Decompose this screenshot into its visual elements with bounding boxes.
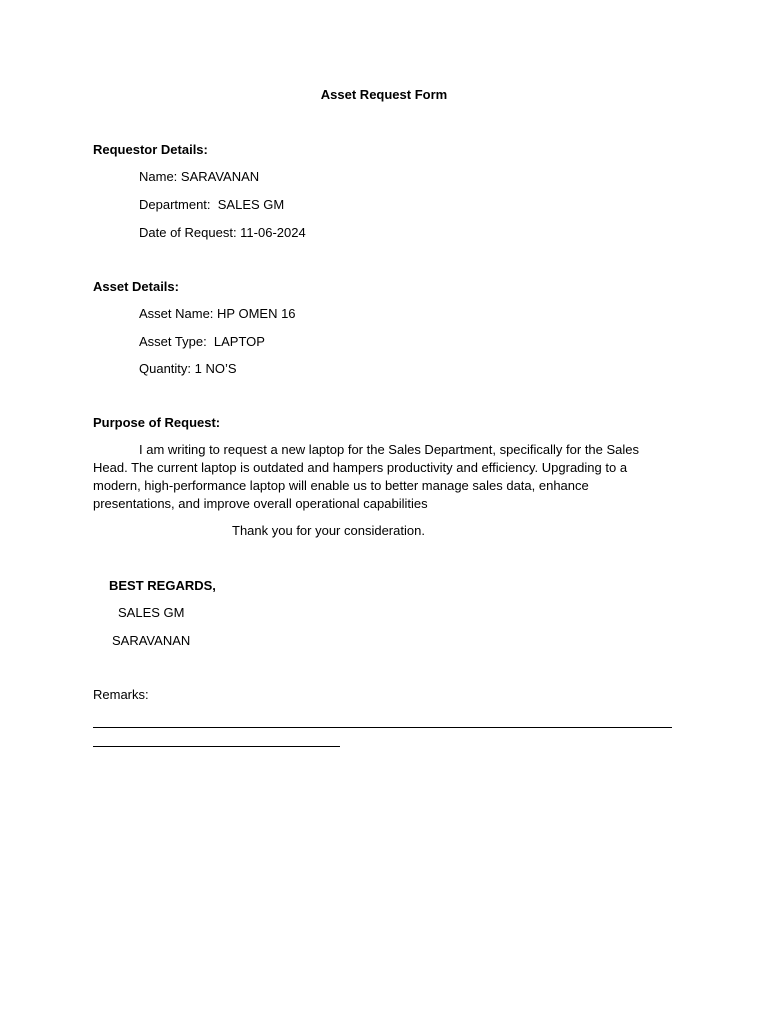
request-date: Date of Request: 11-06-2024 xyxy=(139,225,306,240)
signature-designation: SALES GM xyxy=(118,605,185,620)
asset-heading: Asset Details: xyxy=(93,279,179,294)
purpose-body: I am writing to request a new laptop for the Sales Department, specifically for the Sales Head. The current laptop is outdated and hampers productivity and efficiency. Upgrading to a modern, high-performance laptop will enable us to better manage sales data, enhance presentations, and improve overall operational capabilities xyxy=(93,442,640,511)
thanks-line: Thank you for your consideration. xyxy=(232,523,425,538)
requestor-name: Name: SARAVANAN xyxy=(139,169,260,184)
requestor-department: Department: SALES GM xyxy=(139,197,285,212)
purpose-heading: Purpose of Request: xyxy=(93,415,221,430)
asset-name: Asset Name: HP OMEN 16 xyxy=(139,306,296,321)
asset-quantity: Quantity: 1 NO’S xyxy=(139,361,237,376)
signature-name: SARAVANAN xyxy=(112,633,191,648)
remarks-line-1[interactable] xyxy=(93,727,672,728)
requestor-heading: Requestor Details: xyxy=(93,142,208,157)
form-title: Asset Request Form xyxy=(320,87,448,102)
remarks-label: Remarks: xyxy=(93,687,149,702)
remarks-line-2[interactable] xyxy=(93,746,340,747)
regards-line: BEST REGARDS, xyxy=(109,578,216,593)
asset-type: Asset Type: LAPTOP xyxy=(139,334,265,349)
